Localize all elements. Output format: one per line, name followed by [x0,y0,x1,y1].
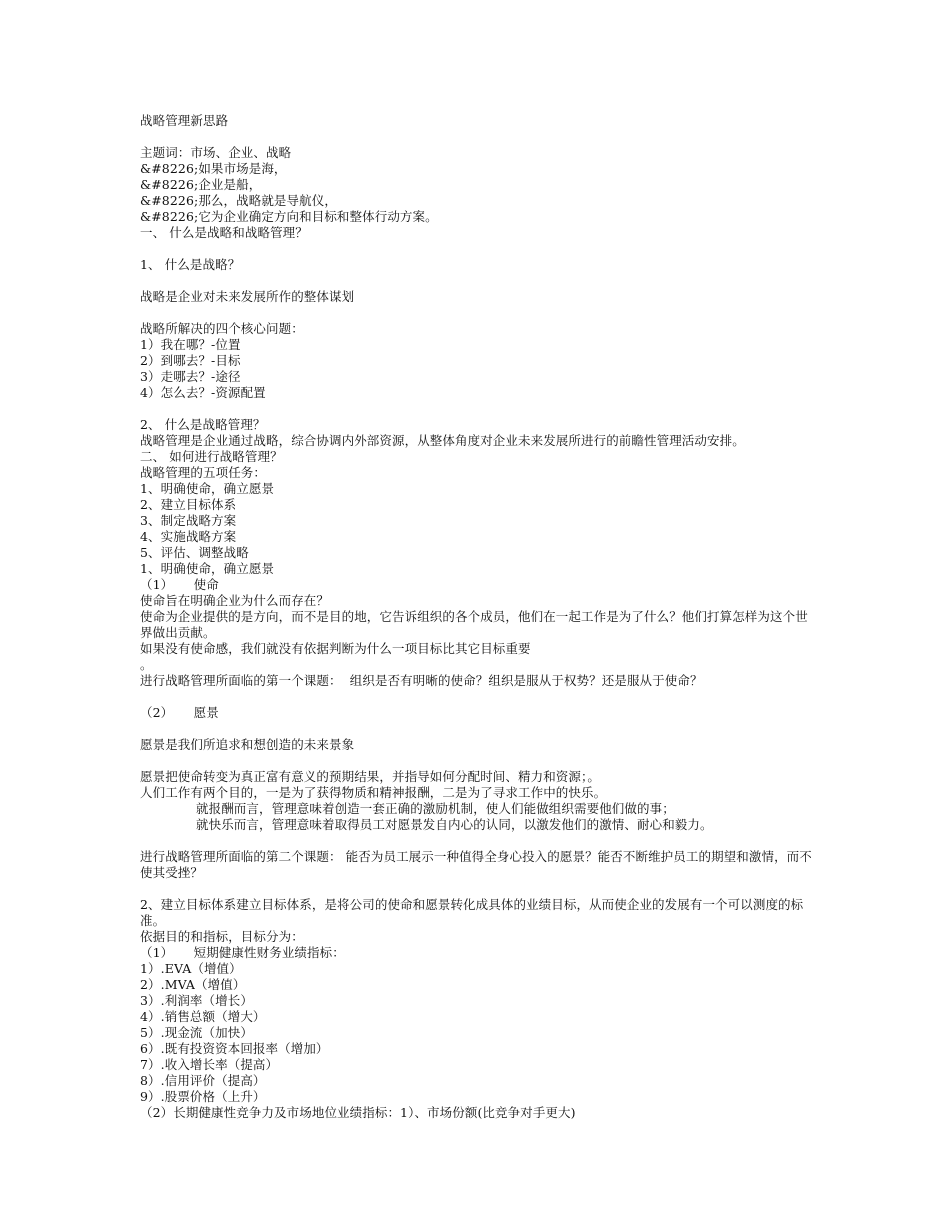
spacer [140,401,815,417]
document-title: 战略管理新思路 [140,113,229,128]
keywords-line: 主题词：市场、企业、战略 [140,145,292,160]
list-title: 战略管理的五项任务： [140,465,267,480]
subsection-heading: （2） 愿景 [140,705,219,720]
paragraph: 。 [140,657,153,672]
list-item: 3）.利润率（增长） [140,993,253,1008]
list-title: 战略所解决的四个核心问题： [140,321,304,336]
intro-bullet: &#8226;它为企业确定方向和目标和整体行动方案。 [140,209,438,224]
section-heading: 一、 什么是战略和战略管理？ [140,225,308,240]
spacer [140,241,815,257]
document-body [140,113,815,1121]
list-item: 3、制定战略方案 [140,513,237,528]
list-item: 2）.MVA（增值） [140,977,246,992]
paragraph: 愿景是我们所追求和想创造的未来景象 [140,737,355,752]
list-item: 9）.股票价格（上升） [140,1089,266,1104]
list-item: 2、建立目标体系 [140,497,237,512]
list-item: 8）.信用评价（提高） [140,1073,266,1088]
subsection-heading: 1、 什么是战略？ [140,257,241,272]
list-item: 1、明确使命，确立愿景 [140,481,275,496]
list-item: 3）走哪去？-途径 [140,369,241,384]
spacer [140,881,815,897]
subsection-heading: （1） 短期健康性财务业绩指标： [140,945,345,960]
subsection-heading: 2、 什么是战略管理？ [140,417,266,432]
list-item: 4）.销售总额（增大） [140,1009,266,1024]
spacer [140,305,815,321]
list-item: 4、实施战略方案 [140,529,237,544]
spacer [140,721,815,737]
subsection-heading: 1、明确使命，确立愿景 [140,561,275,576]
spacer [140,273,815,289]
list-item: 5、评估、调整战略 [140,545,249,560]
intro-bullet: &#8226;那么，战略就是导航仪， [140,193,337,208]
paragraph: 人们工作有两个目的，一是为了获得物质和精神报酬，二是为了寻求工作中的快乐。 [140,785,607,800]
paragraph: 依据目的和指标，目标分为： [140,929,304,944]
spacer [140,753,815,769]
paragraph: 就快乐而言，管理意味着取得员工对愿景发自内心的认同，以激发他们的激情、耐心和毅力。 [196,817,713,832]
list-item: 6）.既有投资资本回报率（增加） [140,1041,329,1056]
paragraph: 战略是企业对未来发展所作的整体谋划 [140,289,355,304]
intro-bullet: &#8226;如果市场是海， [140,161,287,176]
list-item: 1）我在哪？-位置 [140,337,241,352]
paragraph: 使命旨在明确企业为什么而存在？ [140,593,330,608]
spacer [140,689,815,705]
paragraph: 2、建立目标体系建立目标体系，是将公司的使命和愿景转化成具体的业绩目标，从而使企业的发展有一个可以测度的标准。 [140,897,804,928]
subsection-heading: （1） 使命 [140,577,219,592]
paragraph: 战略管理是企业通过战略，综合协调内外部资源，从整体角度对企业未来发展所进行的前瞻性管理活动安排。 [140,433,745,448]
list-item: 2）到哪去？-目标 [140,353,241,368]
paragraph: 就报酬而言，管理意味着创造一套正确的激励机制，使人们能做组织需要他们做的事； [196,801,675,816]
intro-bullet: &#8226;企业是船， [140,177,262,192]
paragraph: 如果没有使命感，我们就没有依据判断为什么一项目标比其它目标重要 [140,641,531,656]
section-heading: 二、 如何进行战略管理？ [140,449,283,464]
list-item: 1）.EVA（增值） [140,961,242,976]
paragraph: 愿景把使命转变为真正富有意义的预期结果，并指导如何分配时间、精力和资源；。 [140,769,600,784]
paragraph: 进行战略管理所面临的第一个课题： 组织是否有明晰的使命？组织是服从于权势？还是服从于使命？ [140,673,703,688]
list-item: 4）怎么去？-资源配置 [140,385,266,400]
spacer [140,833,815,849]
subsection-heading: （2）长期健康性竞争力及市场地位业绩指标：1）、市场份额(比竞争对手更大) [140,1105,576,1120]
list-item: 5）.现金流（加快） [140,1025,253,1040]
paragraph: 进行战略管理所面临的第二个课题： 能否为员工展示一种值得全身心投入的愿景？能否不断维护员工的期望和激情，而不使其受挫？ [140,849,812,880]
paragraph: 使命为企业提供的是方向，而不是目的地，它告诉组织的各个成员，他们在一起工作是为了什么？他们打算怎样为这个世界做出贡献。 [140,609,808,640]
list-item: 7）.收入增长率（提高） [140,1057,279,1072]
